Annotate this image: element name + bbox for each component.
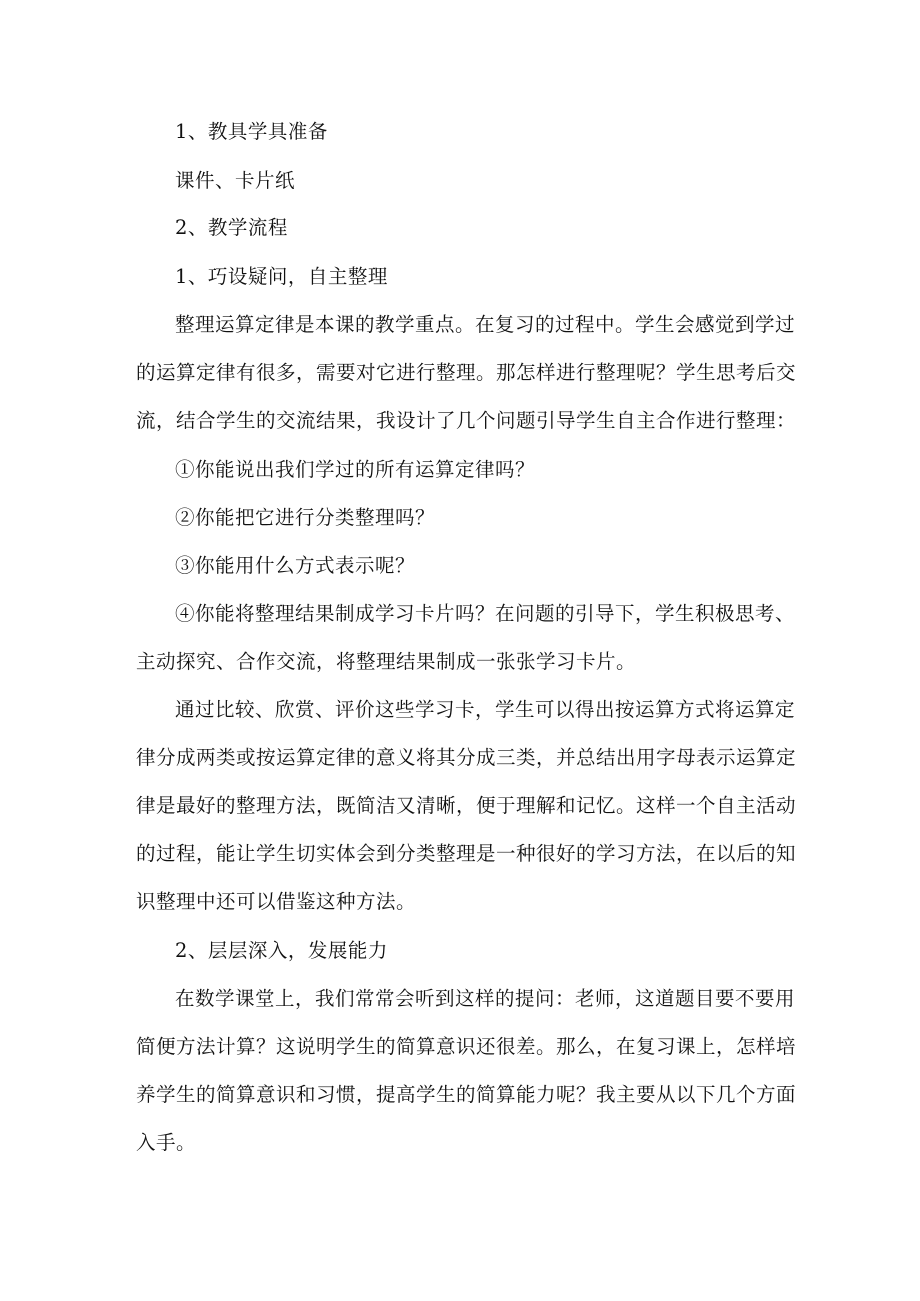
paragraph-line: 识整理中还可以借鉴这种方法。 xyxy=(136,890,417,913)
subheading-develop-ability: 2、层层深入，发展能力 xyxy=(175,939,388,962)
paragraph-line: 入手。 xyxy=(136,1131,197,1154)
heading-teaching-aids: 1、教具学具准备 xyxy=(175,120,328,143)
paragraph-line: 简便方法计算？这说明学生的简算意识还很差。那么，在复习课上，怎样培 xyxy=(136,1035,797,1058)
paragraph-line: 律分成两类或按运算定律的意义将其分成三类，并总结出用字母表示运算定 xyxy=(136,746,797,769)
question-item-4: ④你能将整理结果制成学习卡片吗？在问题的引导下，学生积极思考、 xyxy=(175,602,796,625)
question-item-1: ①你能说出我们学过的所有运算定律吗？ xyxy=(175,458,536,481)
paragraph-line: 流，结合学生的交流结果，我设计了几个问题引导学生自主合作进行整理： xyxy=(136,409,797,432)
question-item-3: ③你能用什么方式表示呢？ xyxy=(175,554,416,577)
paragraph-materials: 课件、卡片纸 xyxy=(175,169,296,192)
paragraph-line: 律是最好的整理方法，既简洁又清晰，便于理解和记忆。这样一个自主活动 xyxy=(136,794,797,817)
heading-teaching-process: 2、教学流程 xyxy=(175,216,288,239)
paragraph-line: 的过程，能让学生切实体会到分类整理是一种很好的学习方法，在以后的知 xyxy=(136,842,797,865)
paragraph-line: 整理运算定律是本课的教学重点。在复习的过程中。学生会感觉到学过 xyxy=(175,313,796,336)
subheading-self-organize: 1、巧设疑问，自主整理 xyxy=(175,265,388,288)
paragraph-line: 的运算定律有很多，需要对它进行整理。那怎样进行整理呢？学生思考后交 xyxy=(136,361,797,384)
paragraph-line: 主动探究、合作交流，将整理结果制成一张张学习卡片。 xyxy=(136,650,637,673)
paragraph-line: 通过比较、欣赏、评价这些学习卡，学生可以得出按运算方式将运算定 xyxy=(175,698,796,721)
question-item-2: ②你能把它进行分类整理吗？ xyxy=(175,506,436,529)
paragraph-line: 在数学课堂上，我们常常会听到这样的提问：老师，这道题目要不要用 xyxy=(175,987,796,1010)
paragraph-line: 养学生的简算意识和习惯，提高学生的简算能力呢？我主要从以下几个方面 xyxy=(136,1083,797,1106)
